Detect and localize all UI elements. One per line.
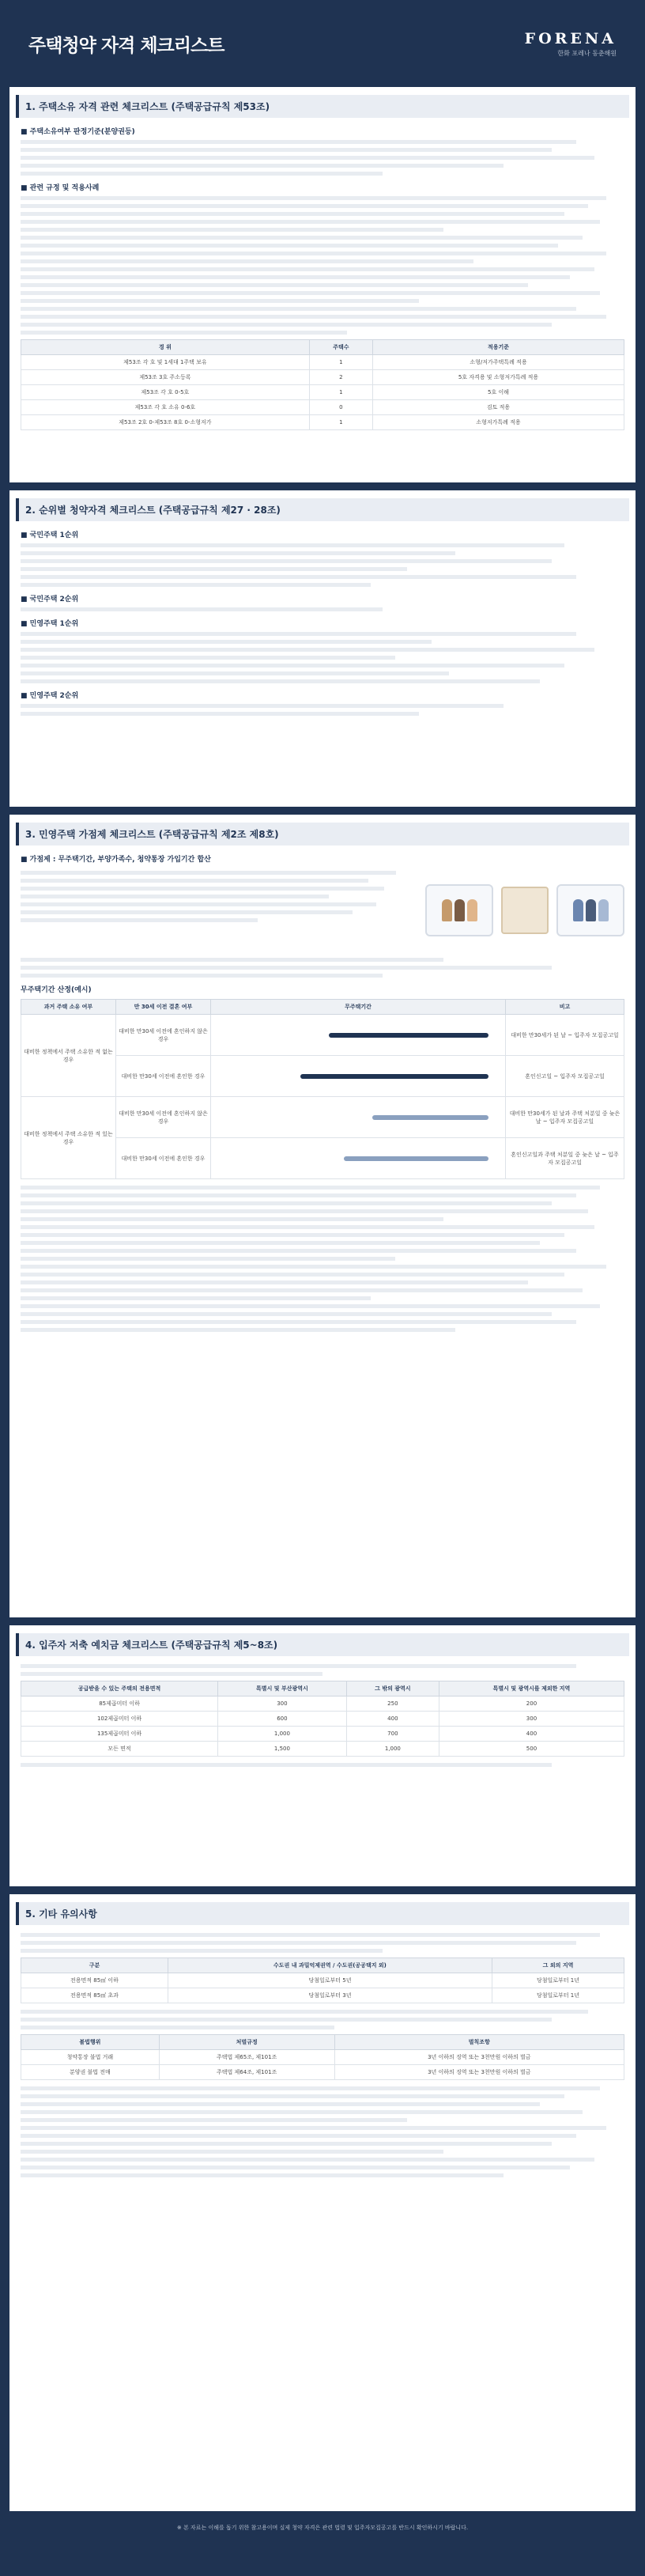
- timeline-bar: [213, 1070, 503, 1083]
- th: 벌칙조항: [334, 2035, 624, 2050]
- house-icon: [501, 887, 549, 934]
- deposit-table: [21, 1681, 624, 1757]
- table-row: [21, 385, 624, 400]
- td: 0: [309, 400, 372, 415]
- housing-count-table: [21, 339, 624, 430]
- page-title: 주택청약 자격 체크리스트: [28, 35, 224, 56]
- td: 300: [439, 1712, 624, 1727]
- td: 대비한 만30세 이전에 혼인하지 않은 경우: [116, 1015, 211, 1056]
- td-timeline: [211, 1138, 506, 1179]
- resale-limit-table: [21, 1958, 624, 2003]
- td: 주택법 제65조, 제101조: [159, 2050, 334, 2065]
- td: 500: [439, 1742, 624, 1757]
- td: 1,000: [218, 1727, 347, 1742]
- section-1-text-block: [21, 140, 624, 176]
- brand-subtitle: 한화 포레나 동춘해원: [557, 49, 617, 57]
- section-1: [9, 87, 636, 482]
- td: 분양권 불법 전매: [21, 2065, 160, 2080]
- td: 제53조 각 호 0-5호: [21, 385, 310, 400]
- table-row: [21, 1727, 624, 1742]
- td: 3년 이하의 징역 또는 3천만원 이하의 벌금: [334, 2050, 624, 2065]
- td: 300: [218, 1697, 347, 1712]
- th: 주택수: [309, 340, 372, 355]
- td: 1,000: [346, 1742, 439, 1757]
- th: 수도권 내 과밀억제권역 / 수도권(공공택지 외): [168, 1958, 492, 1973]
- footer-note: ※ 본 자료는 이해를 돕기 위한 참고용이며 실제 청약 자격은 관련 법령 및 입주자모집공고를 반드시 확인하시기 바랍니다.: [176, 2525, 469, 2531]
- section-2-sub-1: ■ 국민주택 1순위: [21, 531, 79, 539]
- td: 당첨일로부터 5년: [168, 1973, 492, 1988]
- td: 5호 자격용 및 소형저가특례 적용: [372, 370, 624, 385]
- chart-caption: 무주택기간 산정(예시): [21, 986, 92, 994]
- td-timeline: [211, 1056, 506, 1097]
- table-row: [21, 1973, 624, 1988]
- td: 1: [309, 385, 372, 400]
- table-row: [21, 1697, 624, 1712]
- homeless-period-table: [21, 999, 624, 1179]
- table-row: [21, 1712, 624, 1727]
- td-timeline: [211, 1015, 506, 1056]
- td: 모든 면적: [21, 1742, 218, 1757]
- td: 소형저가특례 적용: [372, 415, 624, 430]
- section-2: [9, 490, 636, 807]
- text-block: [21, 1664, 624, 1676]
- section-2-sub-3: ■ 민영주택 1순위: [21, 620, 79, 628]
- family-illustration: [425, 867, 624, 954]
- section-4-title: 4. 입주자 저축 예치금 체크리스트 (주택공급규칙 제5~8조): [16, 1633, 629, 1656]
- section-2-sub-4: ■ 민영주택 2순위: [21, 692, 79, 700]
- timeline-bar: [213, 1111, 503, 1124]
- td: 전용면적 85㎡ 이하: [21, 1973, 168, 1988]
- table-row: [21, 370, 624, 385]
- table-row: [21, 2050, 624, 2065]
- table-row: [21, 355, 624, 370]
- th: 경 위: [21, 340, 310, 355]
- td: 혼인신고일 ~ 입주자 모집공고일: [506, 1056, 624, 1097]
- text-block: [21, 1933, 624, 1953]
- td: 검토 적용: [372, 400, 624, 415]
- th: 적용기준: [372, 340, 624, 355]
- text-block: [21, 1186, 624, 1332]
- th: 만 30세 이전 결혼 여부: [116, 1000, 211, 1015]
- td: 청약통장 불법 거래: [21, 2050, 160, 2065]
- td: 1: [309, 415, 372, 430]
- td: 250: [346, 1697, 439, 1712]
- section-2-title: 2. 순위별 청약자격 체크리스트 (주택공급규칙 제27 · 28조): [16, 498, 629, 521]
- td: 당첨일로부터 1년: [492, 1973, 624, 1988]
- td: 102제곱미터 이하: [21, 1712, 218, 1727]
- td: 3년 이하의 징역 또는 3천만원 이하의 벌금: [334, 2065, 624, 2080]
- timeline-bar: [213, 1152, 503, 1165]
- td: 주택법 제64조, 제101조: [159, 2065, 334, 2080]
- penalty-table: [21, 2034, 624, 2080]
- th: 공급받을 수 있는 주택의 전용면적: [21, 1681, 218, 1697]
- td: 제53조 각 호 및 1세대 1주택 보유: [21, 355, 310, 370]
- brand-name: FORENA: [524, 29, 617, 47]
- th: 특별시 및 부산광역시: [218, 1681, 347, 1697]
- td: 제53조 2호 0-제53조 8호 0-소형저가: [21, 415, 310, 430]
- td: 5호 이해: [372, 385, 624, 400]
- section-3-intro: [21, 867, 624, 954]
- section-3-title: 3. 민영주택 가점제 체크리스트 (주택공급규칙 제2조 제8호): [16, 823, 629, 845]
- section-1-text-block-2: [21, 196, 624, 335]
- td: 대비한 정책에서 주택 소유한 적 없는 경우: [21, 1015, 116, 1097]
- td: 소형/저가주택특례 적용: [372, 355, 624, 370]
- td: 대비한 만30세가 된 날과 주택 처분일 중 늦은 날 ~ 입주자 모집공고일: [506, 1097, 624, 1138]
- td: 1: [309, 355, 372, 370]
- td: 제53조 각 호 소유 0-6호: [21, 400, 310, 415]
- td: 400: [439, 1727, 624, 1742]
- td: 400: [346, 1712, 439, 1727]
- text-block: [21, 543, 624, 587]
- td: 대비한 정책에서 주택 소유한 적 있는 경우: [21, 1097, 116, 1179]
- family-icon: [425, 884, 493, 936]
- table-row: [21, 400, 624, 415]
- td: 제53조 3호 주소등록: [21, 370, 310, 385]
- td: 당첨일로부터 3년: [168, 1988, 492, 2003]
- th: 비고: [506, 1000, 624, 1015]
- td-timeline: [211, 1097, 506, 1138]
- td: 2: [309, 370, 372, 385]
- th: 불법행위: [21, 2035, 160, 2050]
- text-block: [21, 2086, 624, 2177]
- section-5: [9, 1894, 636, 2511]
- td: 700: [346, 1727, 439, 1742]
- section-1-title: 1. 주택소유 자격 관련 체크리스트 (주택공급규칙 제53조): [16, 95, 629, 118]
- th: 처벌규정: [159, 2035, 334, 2050]
- page-header: [0, 0, 645, 87]
- td: 당첨일로부터 1년: [492, 1988, 624, 2003]
- table-row: [21, 415, 624, 430]
- text-block: [21, 607, 624, 611]
- text-block: [21, 1763, 624, 1767]
- section-4: [9, 1625, 636, 1886]
- brand-logo: [525, 30, 617, 58]
- th: 과거 주택 소유 여부: [21, 1000, 116, 1015]
- table-row: [21, 2065, 624, 2080]
- text-block: [21, 958, 624, 978]
- section-5-title: 5. 기타 유의사항: [16, 1902, 629, 1925]
- td: 600: [218, 1712, 347, 1727]
- section-3: [9, 815, 636, 1617]
- th: 특별시 및 광역시를 제외한 지역: [439, 1681, 624, 1697]
- family-icon: [556, 884, 624, 936]
- td: 대비한 만30세 이전에 혼인한 경우: [116, 1056, 211, 1097]
- td: 대비한 만30세 이전에 혼인하지 않은 경우: [116, 1097, 211, 1138]
- td: 혼인신고일과 주택 처분일 중 늦은 날 ~ 입주자 모집공고일: [506, 1138, 624, 1179]
- text-block: [21, 2010, 624, 2029]
- section-1-sub-1: ■ 주택소유여부 판정기준(분양권등): [21, 128, 135, 136]
- th: 그 밖의 광역시: [346, 1681, 439, 1697]
- section-1-sub-2: ■ 관련 규정 및 적용사례: [21, 184, 100, 192]
- section-3-sub-1: ■ 가점제 : 무주택기간, 부양가족수, 청약통장 가입기간 합산: [21, 856, 211, 864]
- section-2-sub-2: ■ 국민주택 2순위: [21, 596, 79, 603]
- td: 85제곱미터 이하: [21, 1697, 218, 1712]
- text-block: [21, 867, 416, 954]
- table-row: [21, 1015, 624, 1056]
- td: 대비한 만30세가 된 날 ~ 입주자 모집공고일: [506, 1015, 624, 1056]
- td: 대비한 만30세 이전에 혼인한 경우: [116, 1138, 211, 1179]
- td: 전용면적 85㎡ 초과: [21, 1988, 168, 2003]
- table-row: [21, 1097, 624, 1138]
- th: 그 외의 지역: [492, 1958, 624, 1973]
- text-block: [21, 632, 624, 683]
- td: 1,500: [218, 1742, 347, 1757]
- td: 135제곱미터 이하: [21, 1727, 218, 1742]
- td: 200: [439, 1697, 624, 1712]
- text-block: [21, 704, 624, 716]
- table-row: [21, 1742, 624, 1757]
- table-row: [21, 1988, 624, 2003]
- th: 구분: [21, 1958, 168, 1973]
- th: 무주택기간: [211, 1000, 506, 1015]
- timeline-bar: [213, 1029, 503, 1042]
